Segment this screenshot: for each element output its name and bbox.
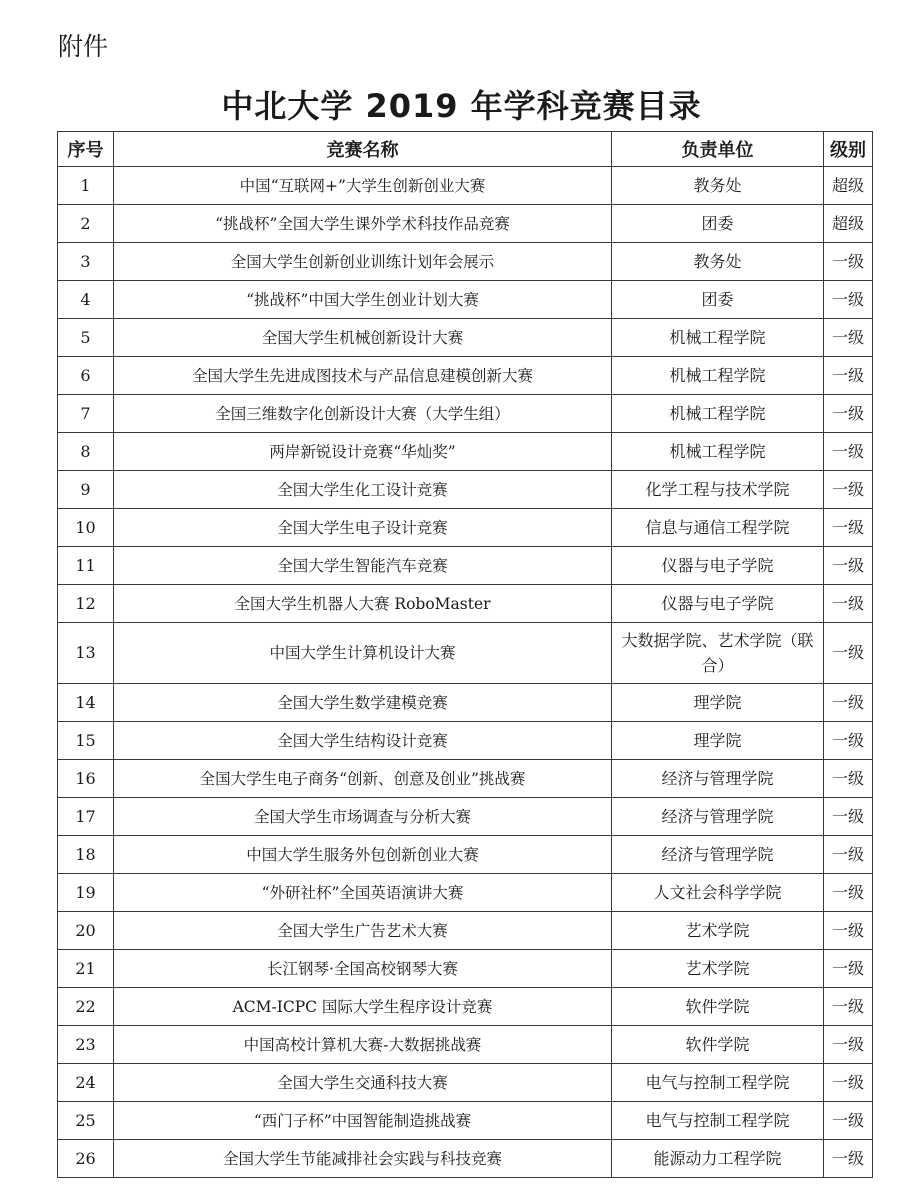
row-number: 17 xyxy=(58,798,114,836)
row-number: 4 xyxy=(58,281,114,319)
competition-name: 全国大学生化工设计竞赛 xyxy=(114,471,612,509)
header-unit: 负责单位 xyxy=(612,132,824,167)
responsible-unit: 大数据学院、艺术学院（联合） xyxy=(612,623,824,684)
responsible-unit: 理学院 xyxy=(612,684,824,722)
competition-level: 一级 xyxy=(824,243,873,281)
competition-name: 全国大学生智能汽车竞赛 xyxy=(114,547,612,585)
table-header-row xyxy=(58,132,873,167)
table-row xyxy=(58,836,873,874)
competition-name: “外研社杯”全国英语演讲大赛 xyxy=(114,874,612,912)
table-row xyxy=(58,395,873,433)
table-row xyxy=(58,167,873,205)
row-number: 19 xyxy=(58,874,114,912)
table-row xyxy=(58,1064,873,1102)
row-number: 20 xyxy=(58,912,114,950)
table-row xyxy=(58,950,873,988)
row-number: 18 xyxy=(58,836,114,874)
table-row xyxy=(58,281,873,319)
competition-name: 全国大学生电子设计竞赛 xyxy=(114,509,612,547)
table-row xyxy=(58,623,873,684)
competition-name: 全国大学生机械创新设计大赛 xyxy=(114,319,612,357)
responsible-unit: 团委 xyxy=(612,281,824,319)
table-row xyxy=(58,205,873,243)
competition-name: ACM-ICPC 国际大学生程序设计竞赛 xyxy=(114,988,612,1026)
competition-level: 一级 xyxy=(824,433,873,471)
responsible-unit: 教务处 xyxy=(612,243,824,281)
table-row xyxy=(58,357,873,395)
competition-name: “挑战杯”中国大学生创业计划大赛 xyxy=(114,281,612,319)
table-row xyxy=(58,243,873,281)
table-row xyxy=(58,1026,873,1064)
competition-name: 全国大学生结构设计竞赛 xyxy=(114,722,612,760)
competition-name: 全国大学生数学建模竞赛 xyxy=(114,684,612,722)
responsible-unit: 艺术学院 xyxy=(612,912,824,950)
table-row xyxy=(58,471,873,509)
row-number: 11 xyxy=(58,547,114,585)
table-row xyxy=(58,319,873,357)
competition-level: 一级 xyxy=(824,798,873,836)
attachment-label: 附件 xyxy=(58,32,109,61)
row-number: 13 xyxy=(58,623,114,684)
responsible-unit: 理学院 xyxy=(612,722,824,760)
competition-name: 中国大学生计算机设计大赛 xyxy=(114,623,612,684)
header-no: 序号 xyxy=(58,132,114,167)
responsible-unit: 艺术学院 xyxy=(612,950,824,988)
competition-level: 一级 xyxy=(824,874,873,912)
table-row xyxy=(58,798,873,836)
header-name: 竞赛名称 xyxy=(114,132,612,167)
responsible-unit: 机械工程学院 xyxy=(612,357,824,395)
row-number: 2 xyxy=(58,205,114,243)
row-number: 15 xyxy=(58,722,114,760)
competition-level: 一级 xyxy=(824,319,873,357)
responsible-unit: 能源动力工程学院 xyxy=(612,1140,824,1178)
table-row xyxy=(58,684,873,722)
competition-name: 两岸新锐设计竞赛“华灿奖” xyxy=(114,433,612,471)
competition-level: 一级 xyxy=(824,836,873,874)
competition-level: 一级 xyxy=(824,760,873,798)
competition-name: “挑战杯”全国大学生课外学术科技作品竞赛 xyxy=(114,205,612,243)
competition-name: “西门子杯”中国智能制造挑战赛 xyxy=(114,1102,612,1140)
row-number: 8 xyxy=(58,433,114,471)
competition-level: 一级 xyxy=(824,1064,873,1102)
responsible-unit: 信息与通信工程学院 xyxy=(612,509,824,547)
page-title: 中北大学 2019 年学科竞赛目录 xyxy=(221,87,702,125)
responsible-unit: 仪器与电子学院 xyxy=(612,547,824,585)
competition-level: 一级 xyxy=(824,1140,873,1178)
competition-level: 超级 xyxy=(824,205,873,243)
competition-level: 一级 xyxy=(824,1026,873,1064)
row-number: 9 xyxy=(58,471,114,509)
competition-level: 一级 xyxy=(824,722,873,760)
row-number: 7 xyxy=(58,395,114,433)
row-number: 24 xyxy=(58,1064,114,1102)
competition-level: 一级 xyxy=(824,1102,873,1140)
table-row xyxy=(58,585,873,623)
table-row xyxy=(58,1140,873,1178)
competition-level: 一级 xyxy=(824,950,873,988)
competition-level: 一级 xyxy=(824,912,873,950)
responsible-unit: 经济与管理学院 xyxy=(612,836,824,874)
responsible-unit: 教务处 xyxy=(612,167,824,205)
header-level: 级别 xyxy=(824,132,873,167)
responsible-unit: 化学工程与技术学院 xyxy=(612,471,824,509)
row-number: 25 xyxy=(58,1102,114,1140)
competition-level: 一级 xyxy=(824,281,873,319)
table-row xyxy=(58,760,873,798)
competition-level: 一级 xyxy=(824,988,873,1026)
responsible-unit: 机械工程学院 xyxy=(612,433,824,471)
responsible-unit: 经济与管理学院 xyxy=(612,760,824,798)
table-row xyxy=(58,722,873,760)
responsible-unit: 仪器与电子学院 xyxy=(612,585,824,623)
responsible-unit: 经济与管理学院 xyxy=(612,798,824,836)
competition-level: 一级 xyxy=(824,357,873,395)
table-row xyxy=(58,874,873,912)
competition-level: 一级 xyxy=(824,471,873,509)
competition-name: 全国大学生先进成图技术与产品信息建模创新大赛 xyxy=(114,357,612,395)
row-number: 5 xyxy=(58,319,114,357)
competition-name: 中国高校计算机大赛-大数据挑战赛 xyxy=(114,1026,612,1064)
row-number: 22 xyxy=(58,988,114,1026)
competition-level: 一级 xyxy=(824,395,873,433)
table-row xyxy=(58,1102,873,1140)
competition-level: 一级 xyxy=(824,684,873,722)
responsible-unit: 人文社会科学学院 xyxy=(612,874,824,912)
table-row xyxy=(58,433,873,471)
competition-name: 全国大学生市场调查与分析大赛 xyxy=(114,798,612,836)
table-body xyxy=(58,167,873,1178)
row-number: 3 xyxy=(58,243,114,281)
competition-name: 中国“互联网+”大学生创新创业大赛 xyxy=(114,167,612,205)
competition-level: 一级 xyxy=(824,547,873,585)
table-row xyxy=(58,912,873,950)
row-number: 21 xyxy=(58,950,114,988)
competition-level: 一级 xyxy=(824,585,873,623)
competition-name: 全国大学生创新创业训练计划年会展示 xyxy=(114,243,612,281)
responsible-unit: 电气与控制工程学院 xyxy=(612,1064,824,1102)
row-number: 10 xyxy=(58,509,114,547)
competition-level: 超级 xyxy=(824,167,873,205)
row-number: 6 xyxy=(58,357,114,395)
row-number: 1 xyxy=(58,167,114,205)
competition-name: 全国大学生交通科技大赛 xyxy=(114,1064,612,1102)
responsible-unit: 团委 xyxy=(612,205,824,243)
competition-table xyxy=(57,131,873,1178)
competition-level: 一级 xyxy=(824,509,873,547)
competition-name: 全国大学生机器人大赛 RoboMaster xyxy=(114,585,612,623)
responsible-unit: 电气与控制工程学院 xyxy=(612,1102,824,1140)
competition-name: 全国大学生节能减排社会实践与科技竞赛 xyxy=(114,1140,612,1178)
competition-name: 长江钢琴·全国高校钢琴大赛 xyxy=(114,950,612,988)
competition-name: 全国大学生广告艺术大赛 xyxy=(114,912,612,950)
responsible-unit: 软件学院 xyxy=(612,988,824,1026)
competition-name: 全国三维数字化创新设计大赛（大学生组） xyxy=(114,395,612,433)
table-row xyxy=(58,988,873,1026)
responsible-unit: 机械工程学院 xyxy=(612,395,824,433)
row-number: 26 xyxy=(58,1140,114,1178)
row-number: 12 xyxy=(58,585,114,623)
row-number: 23 xyxy=(58,1026,114,1064)
responsible-unit: 软件学院 xyxy=(612,1026,824,1064)
row-number: 14 xyxy=(58,684,114,722)
competition-name: 中国大学生服务外包创新创业大赛 xyxy=(114,836,612,874)
row-number: 16 xyxy=(58,760,114,798)
competition-name: 全国大学生电子商务“创新、创意及创业”挑战赛 xyxy=(114,760,612,798)
responsible-unit: 机械工程学院 xyxy=(612,319,824,357)
table-row xyxy=(58,547,873,585)
table-row xyxy=(58,509,873,547)
competition-level: 一级 xyxy=(824,623,873,684)
